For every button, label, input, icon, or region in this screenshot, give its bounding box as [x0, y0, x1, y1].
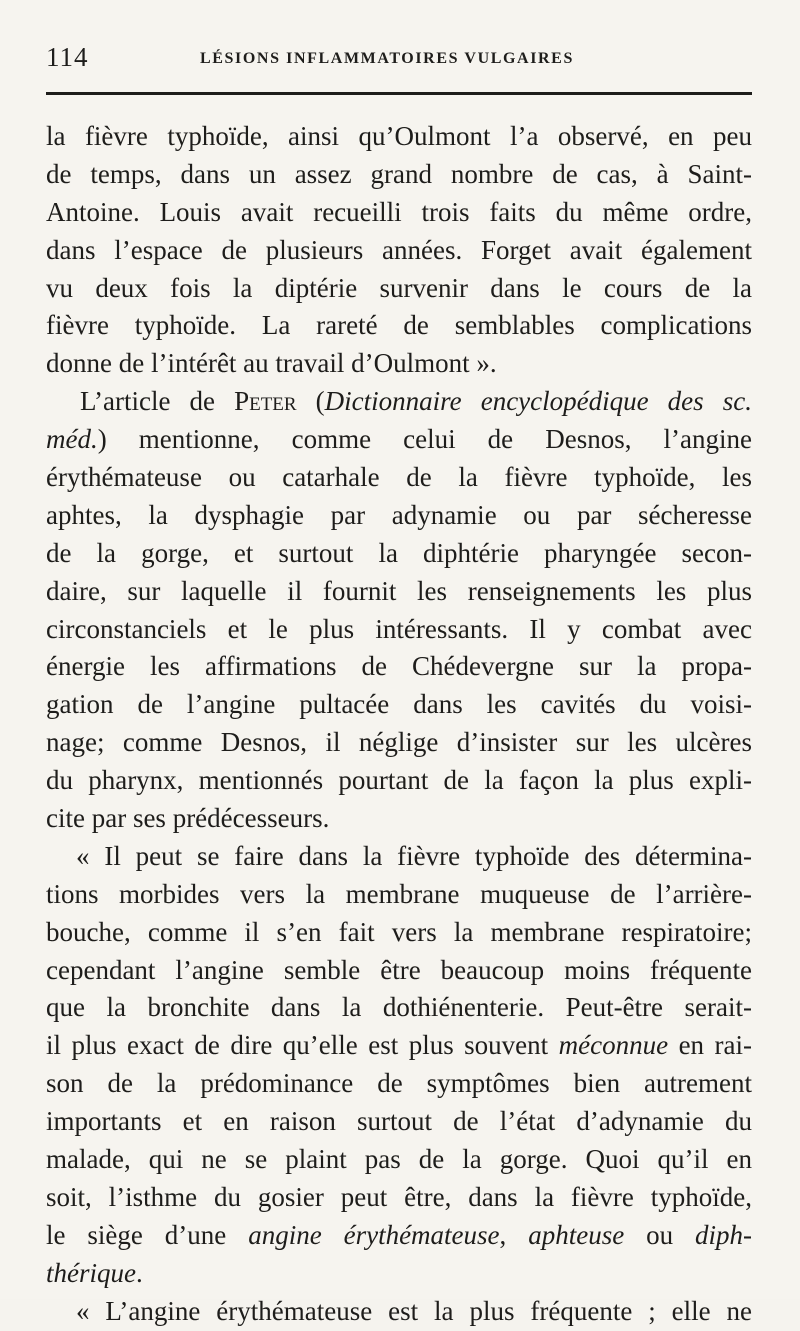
text-line: cite par ses prédécesseurs.	[46, 803, 330, 834]
citation-title: méd.	[46, 424, 98, 455]
text-line: son de la prédominance de symptômes bien autrement	[46, 1068, 752, 1099]
emphasis: thérique	[46, 1257, 136, 1288]
text-line: énergie les affirmations de Chédevergne sur la propa-	[46, 651, 752, 682]
page-header	[46, 40, 752, 80]
text-line: méd.) mentionne, comme celui de Desnos, l’angine	[46, 424, 752, 455]
text-line: cependant l’angine semble être beaucoup moins fréquente	[46, 954, 752, 985]
author-name: Peter	[234, 386, 297, 417]
text-line: vu deux fois la diptérie survenir dans le cours de la	[46, 272, 752, 303]
text-line: « Il peut se faire dans la fièvre typhoïde des détermina-	[76, 840, 752, 871]
text-line: tions morbides vers la membrane muqueuse de l’arrière-	[46, 878, 752, 909]
emphasis: angine érythémateuse	[248, 1219, 500, 1250]
text-line: malade, qui ne se plaint pas de la gorge. Quoi qu’il en	[46, 1144, 752, 1175]
text-line: circonstanciels et le plus intéressants. Il y combat avec	[46, 613, 752, 644]
emphasis: méconnue	[558, 1030, 669, 1061]
text-line: érythémateuse ou catarhale de la fièvre typhoïde, les	[46, 462, 752, 493]
body-text	[46, 118, 752, 1331]
text-line: gation de l’angine pultacée dans les cavités du voisi-	[46, 689, 752, 720]
text-line: fièvre typhoïde. La rareté de semblables complications	[46, 310, 752, 341]
text-line: que la bronchite dans la dothiénenterie. Peut-être serait-	[46, 992, 752, 1023]
emphasis: diph-	[695, 1219, 753, 1250]
text-line: daire, sur laquelle il fournit les renseignements les plus	[46, 575, 752, 606]
text-line: « L’angine érythémateuse est la plus fréquente ; elle ne	[76, 1295, 752, 1326]
text-line: donne de l’intérêt au travail d’Oulmont ».	[46, 348, 497, 379]
text-line: il plus exact de dire qu’elle est plus souvent méconnue en rai-	[46, 1030, 752, 1061]
text-line: de temps, dans un assez grand nombre de cas, à Saint-	[46, 158, 752, 189]
text-line: le siège d’une angine érythémateuse, aphteuse ou diph-	[46, 1219, 753, 1250]
text-line: thérique.	[46, 1257, 143, 1288]
text-line: du pharynx, mentionnés pourtant de la façon la plus expli-	[46, 765, 752, 796]
citation-title: Dictionnaire encyclopédique des sc.	[324, 386, 752, 417]
text-line: aphtes, la dysphagie par adynamie ou par sécheresse	[46, 499, 752, 530]
text-line: L’article de Peter (Dictionnaire encyclopédique des sc.	[80, 386, 752, 417]
header-rule	[46, 92, 752, 95]
running-title: LÉSIONS INFLAMMATOIRES VULGAIRES	[200, 50, 574, 67]
text-line: la fièvre typhoïde, ainsi qu’Oulmont l’a observé, en peu	[46, 121, 752, 151]
text-line: soit, l’isthme du gosier peut être, dans la fièvre typhoïde,	[46, 1181, 752, 1212]
text-line: dans l’espace de plusieurs années. Forget avait également	[46, 234, 752, 265]
page-number: 114	[46, 42, 89, 72]
text-line: Antoine. Louis avait recueilli trois faits du même ordre,	[46, 196, 752, 227]
text-line: importants et en raison surtout de l’état d’adynamie du	[46, 1106, 752, 1137]
text-line: bouche, comme il s’en fait vers la membrane respiratoire;	[46, 916, 752, 947]
text-line: nage; comme Desnos, il néglige d’insister sur les ulcères	[46, 727, 752, 758]
emphasis: aphteuse	[528, 1219, 625, 1250]
text-line: de la gorge, et surtout la diphtérie pharyngée secon-	[46, 537, 752, 568]
